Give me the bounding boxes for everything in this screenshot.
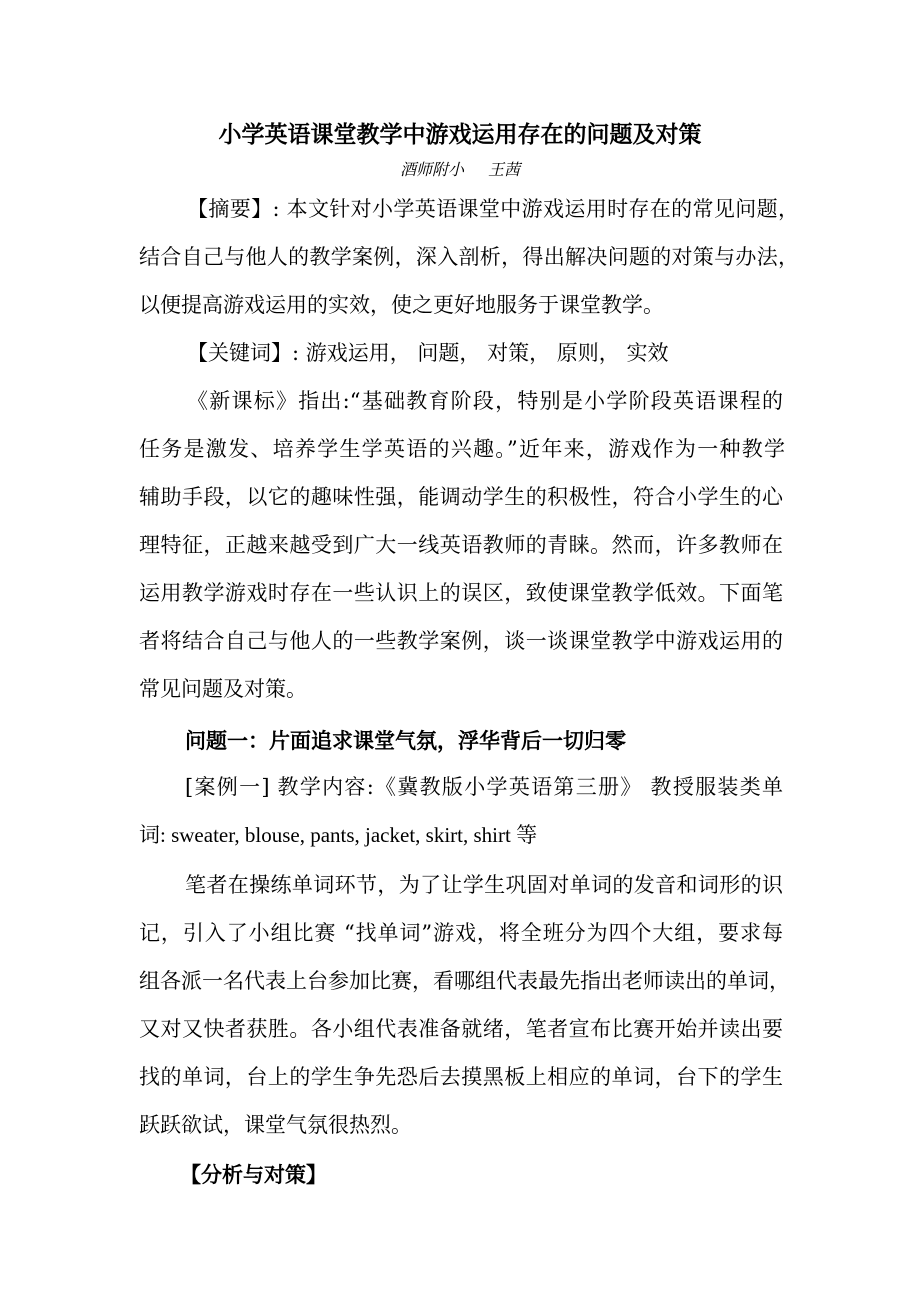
paragraph-line: 辅助手段，以它的趣味性强，能调动学生的积极性，符合小学生的心 [139,485,783,509]
analysis-heading: 【分析与对策】 [180,1162,327,1187]
abstract-line: 【摘要】: 本文针对小学英语课堂中游戏运用时存在的常见问题， [187,197,799,221]
paragraph-line: 笔者在操练单词环节，为了让学生巩固对单词的发音和词形的识 [185,873,783,897]
case-line: 词: sweater, blouse, pants, jacket, skirt, shirt 等 [139,823,538,847]
abstract-line: 结合自己与他人的教学案例，深入剖析，得出解决问题的对策与办法， [139,245,799,269]
author-school: 酒师附小 [399,160,464,179]
author-name: 王茜 [488,160,521,179]
abstract-line: 以便提高游戏运用的实效，使之更好地服务于课堂教学。 [139,293,664,317]
author-line [0,158,920,182]
paragraph-line: 跃跃欲试，课堂气氛很热烈。 [139,1113,412,1137]
keywords-line: 【关键词】: 游戏运用， 问题， 对策， 原则， 实效 [187,341,669,365]
paragraph-line: 《新课标》指出:“基础教育阶段，特别是小学阶段英语课程的 [187,389,783,413]
paragraph-line: 找的单词，台上的学生争先恐后去摸黑板上相应的单词，台下的学生 [139,1065,783,1089]
case-line: [案例一] 教学内容:《冀教版小学英语第三册》 教授服装类单 [185,775,783,799]
paragraph-line: 理特征，正越来越受到广大一线英语教师的青睐。然而，许多教师在 [139,533,783,557]
paragraph-line: 运用教学游戏时存在一些认识上的误区，致使课堂教学低效。下面笔 [139,581,783,605]
document-title: 小学英语课堂教学中游戏运用存在的问题及对策 [218,121,702,148]
paragraph-line: 又对又快者获胜。各小组代表准备就绪，笔者宣布比赛开始并读出要 [139,1017,783,1041]
paragraph-line: 者将结合自己与他人的一些教学案例，谈一谈课堂教学中游戏运用的 [139,629,783,653]
paragraph-line: 记，引入了小组比赛 “找单词”游戏，将全班分为四个大组，要求每 [139,921,783,945]
paragraph-line: 任务是激发、培养学生学英语的兴趣。”近年来，游戏作为一种教学 [139,437,785,461]
paragraph-line: 常见问题及对策。 [139,677,307,701]
paragraph-line: 组各派一名代表上台参加比赛，看哪组代表最先指出老师读出的单词， [139,969,790,993]
section-heading: 问题一：片面追求课堂气氛，浮华背后一切归零 [185,728,626,753]
